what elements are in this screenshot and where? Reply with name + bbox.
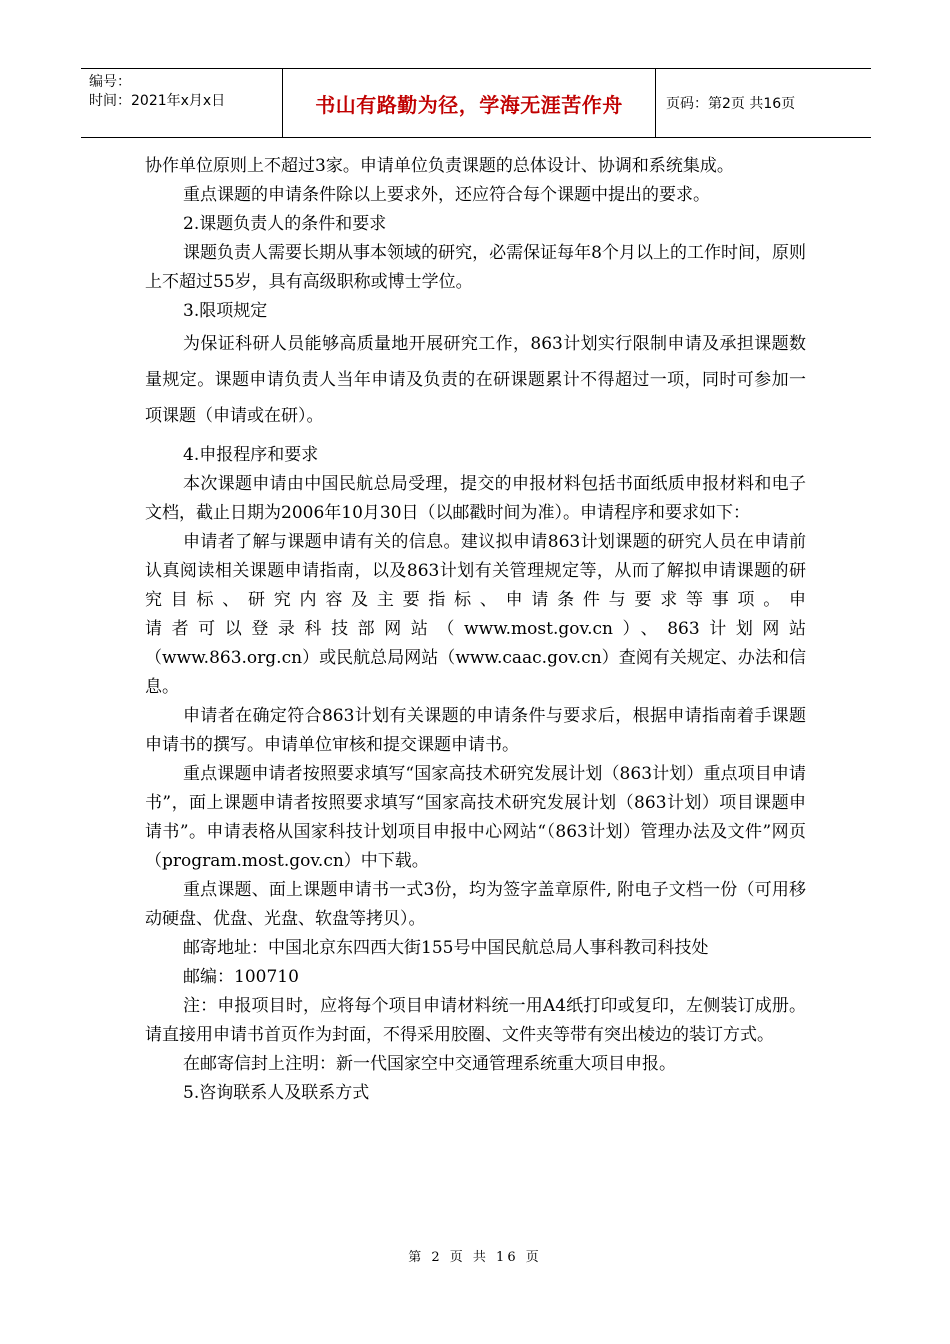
paragraph: 请者可以登录科技部网站（www.most.gov.cn）、863计划网站 bbox=[145, 619, 806, 639]
paragraph: 为保证科研人员能够高质量地开展研究工作，863计划实行限制申请及承担课题数量规定。课题申请负责人当年申请及负责的在研课题累计不得超过一项，同时可参加一项课题（申请或在研）。 bbox=[145, 334, 806, 426]
section-heading: 5.咨询联系人及联系方式 bbox=[183, 1083, 370, 1103]
section-heading: 2.课题负责人的条件和要求 bbox=[183, 214, 387, 234]
mailing-address: 邮寄地址：中国北京东四西大街155号中国民航总局人事科教司科技处 bbox=[183, 938, 709, 958]
paragraph: 注：申报项目时，应将每个项目申请材料统一用A4纸打印或复印，左侧装订成册。请直接用申请书首页作为封面，不得采用胶圈、文件夹等带有突出棱边的装订方式。 bbox=[145, 996, 806, 1045]
header-page-info: 页码：第2页 共16页 bbox=[666, 96, 796, 112]
paragraph: 协作单位原则上不超过3家。申请单位负责课题的总体设计、协调和系统集成。 bbox=[145, 156, 734, 176]
section-heading: 4.申报程序和要求 bbox=[183, 445, 319, 465]
paragraph: 课题负责人需要长期从事本领域的研究，必需保证每年8个月以上的工作时间，原则上不超过55岁，具有高级职称或博士学位。 bbox=[145, 243, 806, 292]
page-header bbox=[81, 68, 871, 138]
paragraph: 本次课题申请由中国民航总局受理，提交的申报材料包括书面纸质申报材料和电子文档，截止日期为2006年10月30日（以邮戳时间为准）。申请程序和要求如下： bbox=[145, 474, 806, 523]
header-motto: 书山有路勤为径，学海无涯苦作舟 bbox=[283, 69, 656, 137]
paragraph: 重点课题、面上课题申请书一式3份，均为签字盖章原件, 附电子文档一份（可用移动硬盘、优盘、光盘、软盘等拷贝）。 bbox=[145, 880, 806, 929]
header-meta bbox=[81, 69, 283, 137]
postal-code: 邮编：100710 bbox=[183, 967, 299, 987]
page-footer: 第 2 页 共 16 页 bbox=[408, 1250, 542, 1265]
document-number: 编号： bbox=[89, 74, 131, 90]
paragraph: （www.863.org.cn）或民航总局网站（www.caac.gov.cn）查阅有关规定、办法和信息。 bbox=[145, 648, 806, 697]
paragraph: 在邮寄信封上注明：新一代国家空中交通管理系统重大项目申报。 bbox=[183, 1054, 676, 1074]
paragraph: 申请者了解与课题申请有关的信息。建议拟申请863计划课题的研究人员在申请前认真阅读相关课题申请指南，以及863计划有关管理规定等，从而了解拟申请课题的研究目标、研究内容及主要指标、申请条件与要求等事项。申 bbox=[145, 532, 806, 610]
paragraph: 重点课题的申请条件除以上要求外，还应符合每个课题中提出的要求。 bbox=[183, 185, 710, 205]
section-heading: 3.限项规定 bbox=[183, 301, 268, 321]
paragraph: 申请者在确定符合863计划有关课题的申请条件与要求后，根据申请指南着手课题申请书的撰写。申请单位审核和提交课题申请书。 bbox=[145, 706, 806, 755]
document-date: 时间：2021年x月x日 bbox=[89, 93, 226, 109]
paragraph: 重点课题申请者按照要求填写“国家高技术研究发展计划（863计划）重点项目申请书”，面上课题申请者按照要求填写“国家高技术研究发展计划（863计划）项目课题申请书”。申请表格从国家科技计划项目申报中心网站“（863计划）管理办法及文件”网页（program.most.gov.cn）中下载。 bbox=[145, 764, 806, 871]
document-body bbox=[145, 152, 806, 1108]
